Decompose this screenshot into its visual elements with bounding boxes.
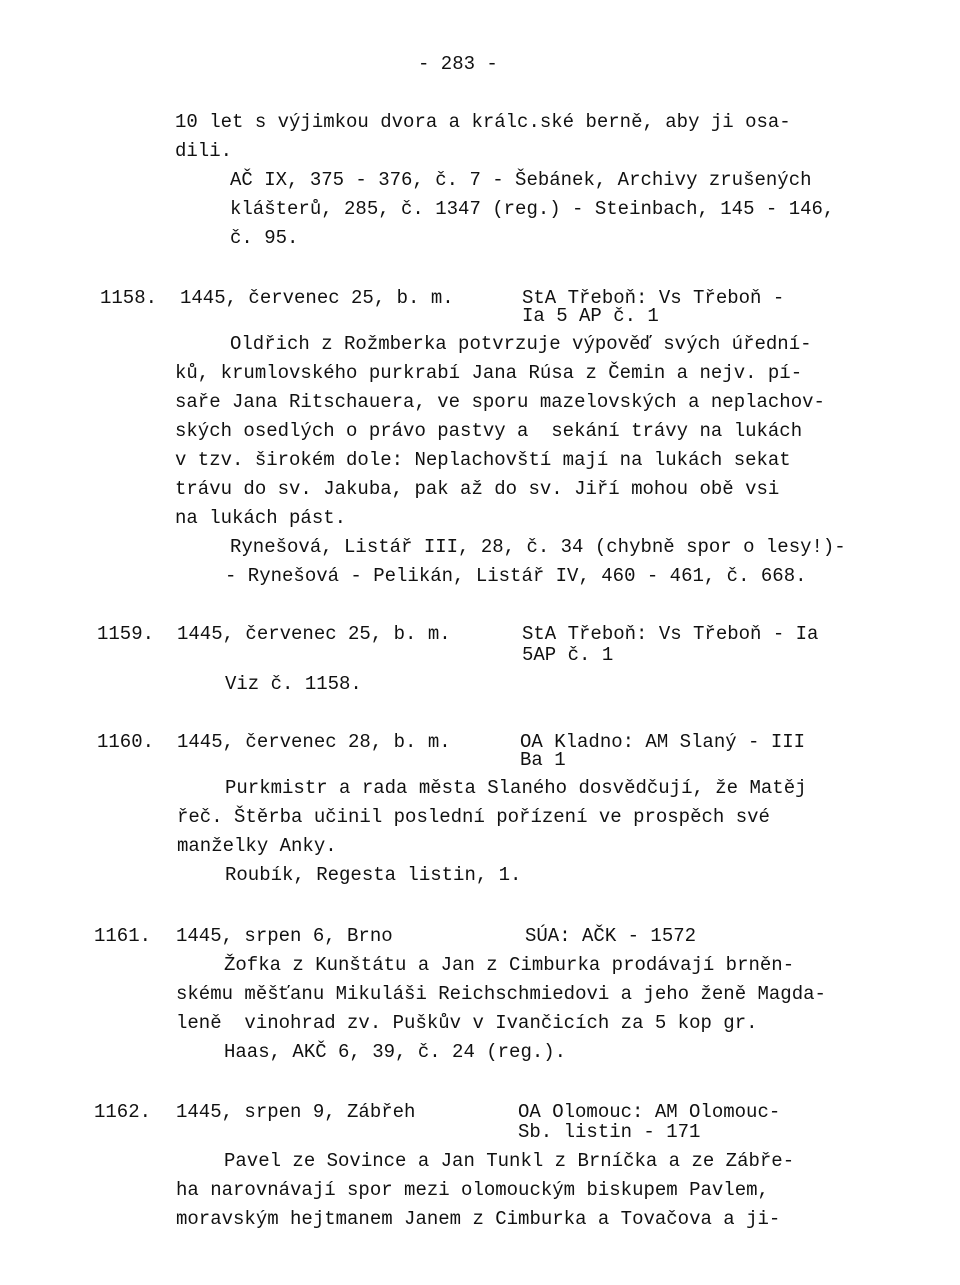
entry-date-place: 1445, červenec 28, b. m. xyxy=(177,731,451,753)
continuation-text-line: dili. xyxy=(175,140,233,162)
entry-archive-line: Ba 1 xyxy=(520,749,566,771)
entry-text-line: skému měšťanu Mikuláši Reichschmiedovi a jeho ženě Magda- xyxy=(176,983,826,1005)
continuation-reference-line: č. 95. xyxy=(230,227,299,249)
entry-reference-line: Haas, AKČ 6, 39, č. 24 (reg.). xyxy=(224,1041,567,1063)
entry-text-line: ských osedlých o právo pastvy a sekání trávy na lukách xyxy=(175,420,803,442)
entry-number: 1160. xyxy=(97,731,155,753)
entry-date-place: 1445, červenec 25, b. m. xyxy=(180,287,454,309)
entry-archive-line: OA Olomouc: AM Olomouc- xyxy=(518,1101,781,1123)
entry-number: 1162. xyxy=(94,1101,152,1123)
entry-date-place: 1445, srpen 6, Brno xyxy=(176,925,393,947)
entry-archive-line: Ia 5 AP č. 1 xyxy=(522,305,659,327)
entry-reference-line: - Rynešová - Pelikán, Listář IV, 460 - 461, č. 668. xyxy=(225,565,807,587)
entry-date-place: 1445, srpen 9, Zábřeh xyxy=(176,1101,416,1123)
entry-reference-line: Roubík, Regesta listin, 1. xyxy=(225,864,522,886)
entry-text-line: v tzv. širokém dole: Neplachovští mají na lukách sekat xyxy=(175,449,791,471)
entry-archive-line: OA Kladno: AM Slaný - III xyxy=(520,731,806,753)
entry-reference-line: Viz č. 1158. xyxy=(225,673,362,695)
entry-text-line: manželky Anky. xyxy=(177,835,337,857)
entry-text-line: trávu do sv. Jakuba, pak až do sv. Jiří mohou obě vsi xyxy=(175,478,780,500)
continuation-reference-line: AČ IX, 375 - 376, č. 7 - Šebánek, Archivy zrušených xyxy=(230,169,812,191)
entry-text-line: leně vinohrad zv. Puškův v Ivančicích za 5 kop gr. xyxy=(176,1012,758,1034)
entry-archive-line: StA Třeboň: Vs Třeboň - xyxy=(522,287,785,309)
entry-text-line: Oldřich z Rožmberka potvrzuje výpověď svých úřední- xyxy=(230,333,812,355)
entry-date-place: 1445, červenec 25, b. m. xyxy=(177,623,451,645)
entry-text-line: Pavel ze Sovince a Jan Tunkl z Brníčka a ze Zábře- xyxy=(224,1150,795,1172)
entry-number: 1161. xyxy=(94,925,152,947)
entry-archive-line: 5AP č. 1 xyxy=(522,644,614,666)
entry-archive-line: Sb. listin - 171 xyxy=(518,1121,701,1143)
entry-text-line: řeč. Štěrba učinil poslední pořízení ve prospěch své xyxy=(177,806,770,828)
entry-text-line: moravským hejtmanem Janem z Cimburka a Tovačova a ji- xyxy=(176,1208,781,1230)
entry-number: 1159. xyxy=(97,623,155,645)
entry-archive-line: SÚA: AČK - 1572 xyxy=(525,925,697,947)
entry-text-line: na lukách pást. xyxy=(175,507,347,529)
entry-text-line: ha narovnávají spor mezi olomouckým biskupem Pavlem, xyxy=(176,1179,769,1201)
entry-text-line: Žofka z Kunštátu a Jan z Cimburka prodávají brněn- xyxy=(224,954,795,976)
page-number: - 283 - xyxy=(418,53,498,75)
entry-reference-line: Rynešová, Listář III, 28, č. 34 (chybně spor o lesy!)- xyxy=(230,536,846,558)
entry-text-line: ků, krumlovského purkrabí Jana Rúsa z Čemin a nejv. pí- xyxy=(175,362,803,384)
entry-archive-line: StA Třeboň: Vs Třeboň - Ia xyxy=(522,623,819,645)
entry-number: 1158. xyxy=(100,287,158,309)
entry-text-line: saře Jana Ritschauera, ve sporu mazelovských a neplachov- xyxy=(175,391,825,413)
continuation-reference-line: klášterů, 285, č. 1347 (reg.) - Steinbach, 145 - 146, xyxy=(230,198,835,220)
entry-text-line: Purkmistr a rada města Slaného dosvědčují, že Matěj xyxy=(225,777,807,799)
continuation-text-line: 10 let s výjimkou dvora a králc.ské berně, aby ji osa- xyxy=(175,111,791,133)
